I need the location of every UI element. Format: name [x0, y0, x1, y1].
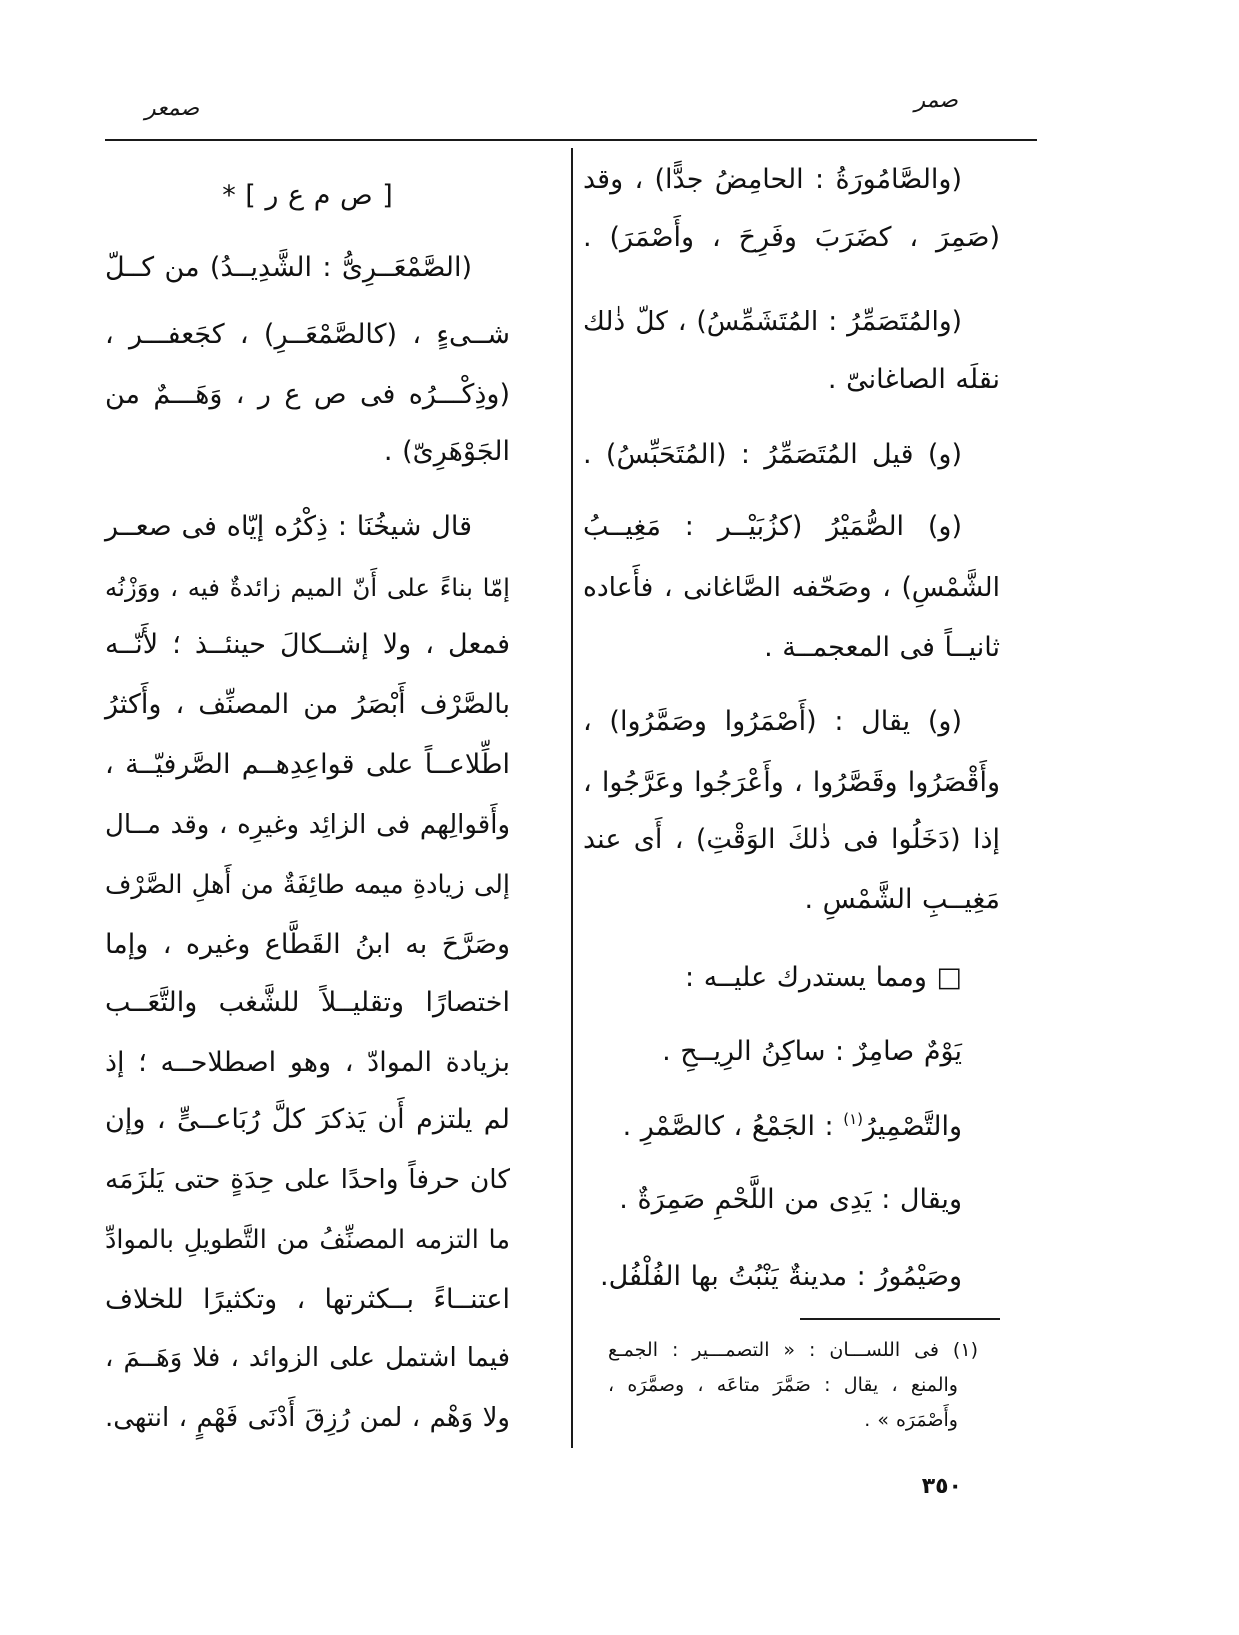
mustadrak-item: ويقال : يَدِى من اللَّحْمِ صَمِرَةٌ . — [619, 1184, 962, 1215]
mustadrak-heading: □ ومما يستدرك عليــه : — [685, 962, 962, 993]
footnote-line: (١) فى اللســـان : « التصمـــير : الجمـع — [608, 1339, 978, 1361]
text-line: إذا (دَخَلُوا فى ذٰلكَ الوَقْتِ) ، أَى عند — [583, 824, 1000, 855]
column-divider — [571, 148, 573, 1448]
text-line: ثانيــاً فى المعجمــة . — [764, 632, 1000, 663]
text-line: فمعل ، ولا إشــكالَ حينئــذ ؛ لأَنّــه — [105, 629, 510, 660]
text-line: لم يلتزم أَن يَذكرَ كلَّ رُبَاعــىٍّ ، وإن — [105, 1104, 510, 1135]
text-line: بزيادة الموادّ ، وهو اصطلاحــه ؛ إذ — [105, 1047, 510, 1078]
text-line: ولا وَهْم ، لمن رُزِقَ أَدْنَى فَهْمٍ ، انتهى. — [105, 1403, 510, 1433]
definition: : الجَمْعُ ، كالصَّمْرِ . — [622, 1111, 844, 1142]
page-number: ٣٥٠ — [921, 1474, 962, 1499]
text-line: الجَوْهَرِىّ) . — [383, 436, 510, 467]
text-line: (و) يقال : (أَصْمَرُوا وصَمَّرُوا) ، — [583, 706, 962, 737]
text-line: قال شيخُنَا : ذِكْرُه إيّاه فى صعــر — [105, 511, 472, 542]
footnote-separator — [800, 1318, 1000, 1320]
text-line: (و) الصُّمَيْرُ (كزُبَيْــر : مَغِيــبُ — [583, 511, 962, 542]
text-line: نقلَه الصاغانىّ . — [827, 364, 1000, 395]
text-line: (صَمِرَ ، كضَرَبَ وفَرِحَ ، وأَصْمَرَ) . — [583, 222, 1000, 253]
text-line: بالصَّرْف أَبْصَرُ من المصنِّف ، وأَكثرُ — [105, 689, 510, 720]
text-line: (والصَّامُورَةُ : الحامِضُ جدًّا) ، وقد — [583, 164, 962, 195]
text-line: شــىءٍ ، (كالصَّمْعَــرِ) ، كجَعفـــر ، — [105, 319, 510, 350]
header-rule — [105, 139, 1037, 141]
footnote-marker: (١) — [843, 1110, 864, 1128]
mustadrak-item: وصَيْمُورُ : مدينةٌ يَنْبُتُ بها الفُلْفُل. — [599, 1261, 962, 1292]
text-line: وأَقْصَرُوا وقَصَّرُوا ، وأَعْرَجُوا وعَرَّجُوا ، — [583, 767, 1000, 798]
text-line: كان حرفاً واحدًا على حِدَةٍ حتى يَلزَمَه — [105, 1164, 510, 1195]
text-line: وصَرَّحَ به ابنُ القَطَّاع وغيره ، وإما — [105, 929, 510, 960]
text-line: (والمُتَصَمِّرُ : المُتَشَمِّسُ) ، كلّ ذٰلك — [583, 306, 962, 337]
text-line: اطِّلاعــاً على قواعِدِهــم الصَّرفيّــة ، — [105, 749, 510, 780]
footnote-line: وأَصْمَرَه » . — [864, 1409, 958, 1431]
mustadrak-item: يَوْمٌ صامِرٌ : ساكِنُ الرِيــحِ . — [662, 1036, 962, 1067]
text-line: (الصَّمْعَــرِىُّ : الشَّدِيــدُ) من كــلّ — [105, 252, 472, 283]
mustadrak-item — [583, 1107, 962, 1147]
text-line: اعتنــاءً بــكثرتها ، وتكثيرًا للخلاف — [105, 1284, 510, 1315]
footnote-line: والمنع ، يقال : صَمَّرَ متاعَه ، وصمَّرَه ، — [608, 1374, 958, 1396]
running-head-right: صمر — [914, 88, 958, 113]
headword: والتَّصْمِيرُ — [863, 1111, 962, 1142]
text-line: اختصارًا وتقليــلاً للشَّغب والتَّعَــب — [105, 987, 510, 1018]
text-line: فيما اشتمل على الزوائد ، فلا وَهَــمَ ، — [105, 1343, 510, 1373]
text-line: وأَقوالِهم فى الزائِد وغيرِه ، وقد مــال — [105, 810, 510, 840]
text-line: إلى زيادةِ ميمه طائِفَةٌ من أَهلِ الصَّرْف — [105, 870, 510, 900]
text-line: ما التزمه المصنِّفُ من التَّطويلِ بالموادِّ — [105, 1225, 510, 1255]
text-line: مَغِيــبِ الشَّمْسِ . — [804, 884, 1000, 915]
text-line: (و) قيل المُتَصَمِّرُ : (المُتَحَبِّسُ) . — [583, 439, 962, 470]
running-head-left: صمعر — [145, 96, 200, 121]
text-line: (وذِكْـــرُه فى ص ع ر ، وَهَـــمٌ من — [105, 379, 510, 410]
root-heading: [ ص م ع ر ] * — [222, 180, 393, 211]
text-line: الشَّمْسِ) ، وصَحّفه الصَّاغانى ، فأَعاده — [583, 572, 1000, 603]
text-line: إمّا بناءً على أَنّ الميم زائدةٌ فيه ، ووَزْنُه — [105, 573, 510, 602]
